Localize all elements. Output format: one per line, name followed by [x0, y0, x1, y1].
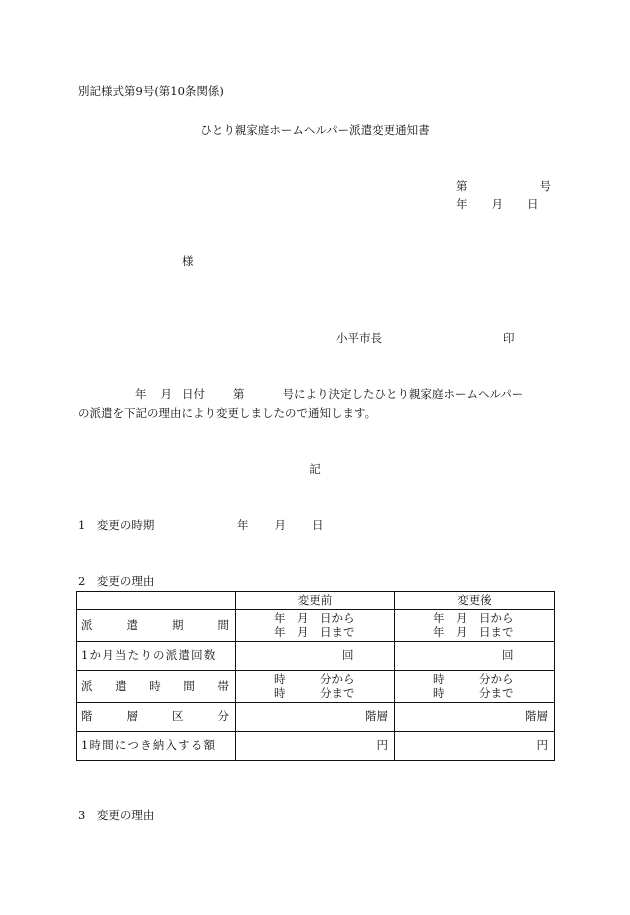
section-1-label: 1 変更の時期	[78, 518, 155, 532]
header-empty-cell	[77, 592, 236, 610]
label-char: 帯	[217, 678, 229, 693]
table-header-row	[77, 592, 555, 610]
label-char: 分	[217, 709, 229, 724]
section-1-year: 年	[237, 518, 249, 532]
time-to-after: 時 分まで	[433, 685, 514, 700]
time-from-before: 時 分から	[274, 672, 355, 687]
table-row	[77, 610, 555, 642]
section-1-date	[237, 520, 324, 532]
number-dai: 第	[456, 179, 468, 193]
issuer-name: 小平市長	[336, 331, 382, 345]
header-before: 変更前	[236, 592, 395, 610]
issue-month: 月	[491, 197, 503, 211]
label-char: 間	[217, 617, 229, 632]
label-char: 階	[81, 709, 93, 724]
label-char: 遣	[126, 617, 138, 632]
section-2-label: 2 変更の理由	[78, 574, 155, 588]
row-label-time-slot	[77, 671, 236, 703]
row-label-tier-class	[77, 703, 236, 732]
monthly-count-after: 回	[395, 642, 555, 671]
time-from-after: 時 分から	[433, 672, 514, 687]
hourly-fee-before: 円	[236, 732, 395, 761]
number-go: 号	[539, 179, 551, 193]
period-to-before: 年 月 日まで	[274, 624, 355, 639]
section-1-day: 日	[312, 518, 324, 532]
row-label-monthly-count: 1か月当たりの派遣回数	[77, 642, 236, 671]
table-row	[77, 703, 555, 732]
table-row	[77, 732, 555, 761]
time-slot-after	[395, 671, 555, 703]
body-year: 年	[135, 387, 147, 401]
label-char: 間	[183, 678, 195, 693]
issue-date-line	[456, 199, 539, 211]
row-label-hourly-fee: 1時間につき納入する額	[77, 732, 236, 761]
form-number: 別記様式第9号(第10条関係)	[78, 84, 224, 98]
change-table	[76, 591, 555, 761]
monthly-count-before: 回	[236, 642, 395, 671]
body-text-line-2: の派遣を下記の理由により変更しましたので通知します。	[78, 406, 377, 420]
section-3-label: 3 変更の理由	[78, 808, 155, 822]
document-number-line	[456, 181, 551, 193]
document-title: ひとり親家庭ホームヘルパー派遣変更通知書	[200, 123, 430, 137]
body-text-line-1	[135, 389, 523, 401]
section-1-month: 月	[274, 518, 286, 532]
seal-mark: 印	[503, 331, 515, 345]
label-char: 派	[81, 617, 93, 632]
time-to-before: 時 分まで	[274, 685, 355, 700]
tier-after: 階層	[395, 703, 555, 732]
time-slot-before	[236, 671, 395, 703]
table-row	[77, 671, 555, 703]
label-char: 遣	[115, 678, 127, 693]
issue-day: 日	[527, 197, 539, 211]
hourly-fee-after: 円	[395, 732, 555, 761]
table-row	[77, 642, 555, 671]
dispatch-period-before	[236, 610, 395, 642]
body-month: 月	[160, 387, 172, 401]
label-char: 層	[126, 709, 138, 724]
body-dated: 日付	[182, 387, 205, 401]
label-char: 時	[149, 678, 161, 693]
row-label-dispatch-period	[77, 610, 236, 642]
dispatch-period-after	[395, 610, 555, 642]
period-from-after: 年 月 日から	[433, 611, 514, 626]
period-to-after: 年 月 日まで	[433, 624, 514, 639]
issue-year: 年	[456, 197, 468, 211]
label-char: 区	[172, 709, 184, 724]
period-from-before: 年 月 日から	[274, 611, 355, 626]
addressee-suffix: 様	[182, 254, 194, 268]
body-dai: 第	[233, 387, 245, 401]
body-rest: 号により決定したひとり親家庭ホームヘルパー	[282, 387, 524, 401]
label-char: 派	[81, 678, 93, 693]
header-after: 変更後	[395, 592, 555, 610]
label-char: 期	[172, 617, 184, 632]
tier-before: 階層	[236, 703, 395, 732]
ki-heading: 記	[309, 462, 321, 476]
